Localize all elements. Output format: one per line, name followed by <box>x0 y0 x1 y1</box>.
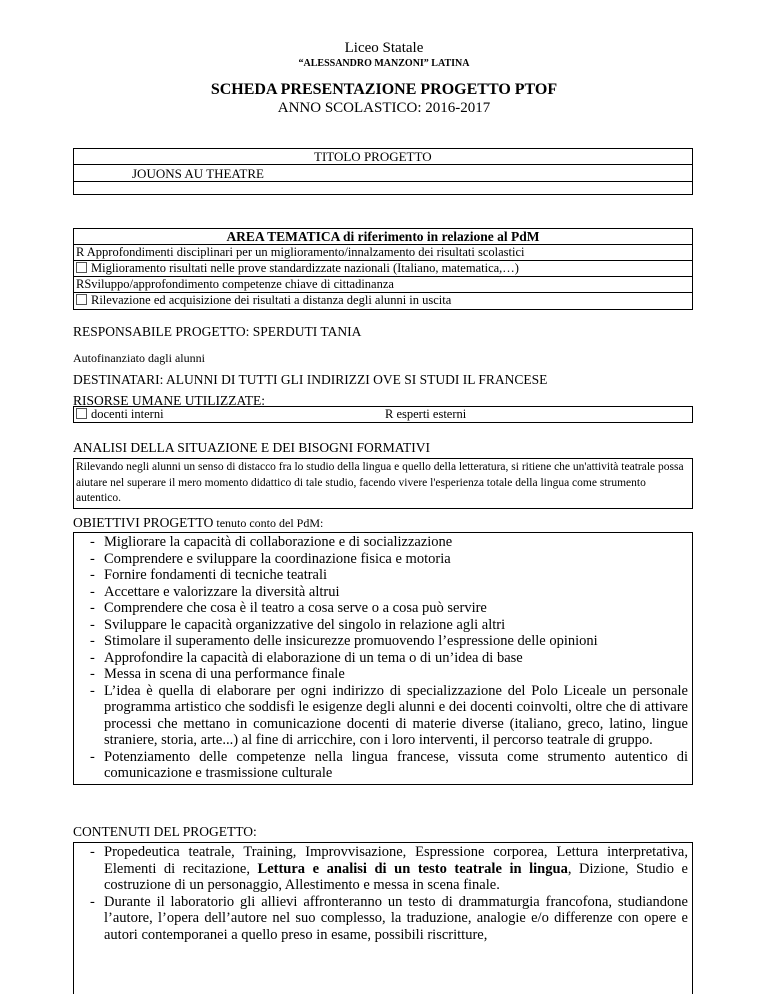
area-item: Miglioramento risultati nelle prove standardizzate nazionali (Italiano, matematica,…) <box>74 261 692 277</box>
risorse-heading: RISORSE UMANE UTILIZZATE: <box>73 393 265 408</box>
list-item: - Potenziamento delle competenze nella lingua francese, vissuta come strumento autentico di comunicazione e trasmissione culturale <box>90 748 688 781</box>
esperti-esterni: R esperti esterni <box>385 407 467 421</box>
checkbox-icon <box>76 262 87 273</box>
list-item: - Fornire fondamenti di tecniche teatrali <box>90 567 328 583</box>
list-item: - Migliorare la capacità di collaborazione e di socializzazione <box>90 534 453 550</box>
destinatari: DESTINATARI: ALUNNI DI TUTTI GLI INDIRIZZI OVE SI STUDI IL FRANCESE <box>73 372 548 387</box>
area-item: Rilevazione ed acquisizione dei risultati a distanza degli alunni in uscita <box>74 293 692 309</box>
list-item: - Propedeutica teatrale, Training, Improvvisazione, Espressione corporea, Lettura interpretativa, Elementi di recitazione, Lettura e analisi di un testo teatrale in lingua, Dizione, Studio e costruzione di un personaggio, Allestimento e messa in scena finale. <box>90 844 688 893</box>
list-item: - Comprendere e sviluppare la coordinazione fisica e motoria <box>90 550 451 567</box>
contenuti-heading: CONTENUTI DEL PROGETTO: <box>73 824 257 839</box>
school-label: Liceo Statale <box>344 40 424 56</box>
contenuti-box <box>73 842 693 994</box>
page-title: SCHEDA PRESENTAZIONE PROGETTO PTOF <box>210 81 558 98</box>
project-title: JOUONS AU THEATRE <box>132 166 264 181</box>
obiettivi-box <box>73 532 693 785</box>
list-item: - Sviluppare le capacità organizzative del singolo in relazione agli altri <box>90 616 506 633</box>
school-name: “ALESSANDRO MANZONI” LATINA <box>298 58 470 69</box>
title-label: TITOLO PROGETTO <box>314 149 432 164</box>
analisi-heading: ANALISI DELLA SITUAZIONE E DEI BISOGNI FORMATIVI <box>73 440 430 455</box>
list-item: - Accettare e valorizzare la diversità altrui <box>90 583 340 600</box>
risorse-table <box>73 406 693 423</box>
list-item: - Stimolare il superamento delle insicurezze promuovendo l’espressione delle opinioni <box>90 633 598 649</box>
title-table <box>73 148 693 195</box>
area-tematica-table <box>73 228 693 310</box>
finanziamento: Autofinanziato dagli alunni <box>73 351 205 365</box>
checkbox-icon <box>76 294 87 305</box>
checkbox-icon <box>76 408 87 419</box>
area-heading: AREA TEMATICA di riferimento in relazione al PdM <box>74 229 692 245</box>
responsabile: RESPONSABILE PROGETTO: SPERDUTI TANIA <box>73 324 362 339</box>
analisi-box <box>73 458 693 509</box>
docenti-interni: docenti interni <box>91 407 164 421</box>
list-item: - Approfondire la capacità di elaborazione di un tema o di un’idea di base <box>90 649 523 666</box>
obiettivi-heading: OBIETTIVI PROGETTO tenuto conto del PdM: <box>73 515 324 530</box>
list-item: - Messa in scena di una performance finale <box>90 666 345 682</box>
school-year: ANNO SCOLASTICO: 2016-2017 <box>277 100 491 116</box>
list-item: - Durante il laboratorio gli allievi affronteranno un testo di drammaturgia francofona, studiandone l’autore, l’opera dell’autore nel suo complesso, la traduzione, analogie e/o differenze con opere e autori contemporanei a quello preso in esame, possibili riscritture, <box>90 893 688 943</box>
area-item: R Approfondimenti disciplinari per un miglioramento/innalzamento dei risultati scolastici <box>74 245 692 261</box>
analisi-text: Rilevando negli alunni un senso di distacco fra lo studio della lingua e quello della letteratura, si ritiene che un'attività teatrale possa aiutare nel superare il mero momento didattico di tale studio, facendo vivere l'esperienza totale della lingua come strumento autentico. <box>76 461 684 504</box>
list-item: - Comprendere che cosa è il teatro a cosa serve o a cosa può servire <box>90 600 487 616</box>
list-item: - L’idea è quella di elaborare per ogni indirizzo di specializzazione del Polo Liceale un personale programma artistico che soddisfi le esigenze degli alunni e dei docenti coinvolti, oltre che di attivare processi che mettano in comunicazione docenti di materie diverse (italiano, greco, latino, lingue straniere, storia, arte...) al fine di arricchire, con i loro interventi, il percorso teatrale di gruppo. <box>90 682 688 748</box>
area-item: RSviluppo/approfondimento competenze chiave di cittadinanza <box>74 277 692 293</box>
